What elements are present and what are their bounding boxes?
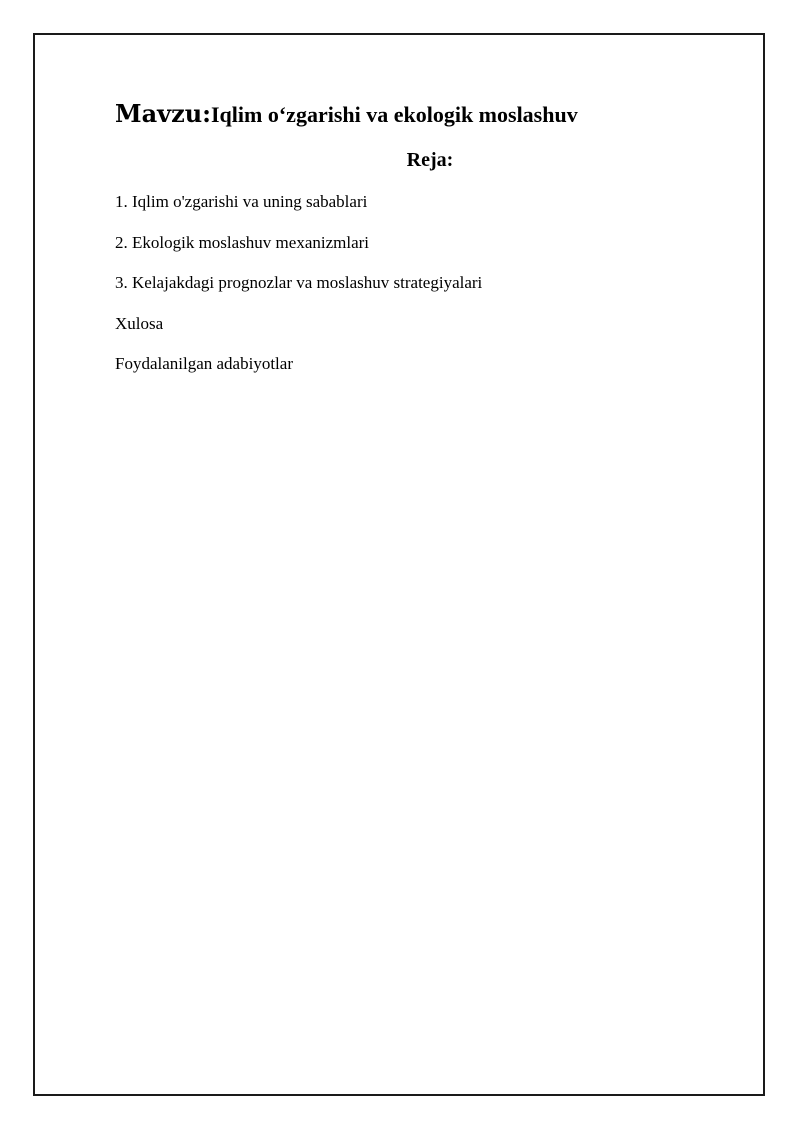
plan-item: 3. Kelajakdagi prognozlar va moslashuv strategiyalari <box>115 273 483 292</box>
plan-item: 2. Ekologik moslashuv mexanizmlari <box>115 232 370 252</box>
plan-list <box>115 191 482 394</box>
plan-heading: Reja: <box>406 149 454 171</box>
conclusion-item: Xulosa <box>115 313 164 333</box>
document-content <box>115 96 715 373</box>
plan-item: 1. Iqlim o'zgarishi va uning sabablari <box>115 192 368 211</box>
title-prefix: Mavzu: <box>115 99 211 128</box>
references-item: Foydalanilgan adabiyotlar <box>115 354 293 373</box>
title-text: Iqlim o‘zgarishi va ekologik moslashuv <box>211 102 578 127</box>
document-title <box>115 96 715 133</box>
